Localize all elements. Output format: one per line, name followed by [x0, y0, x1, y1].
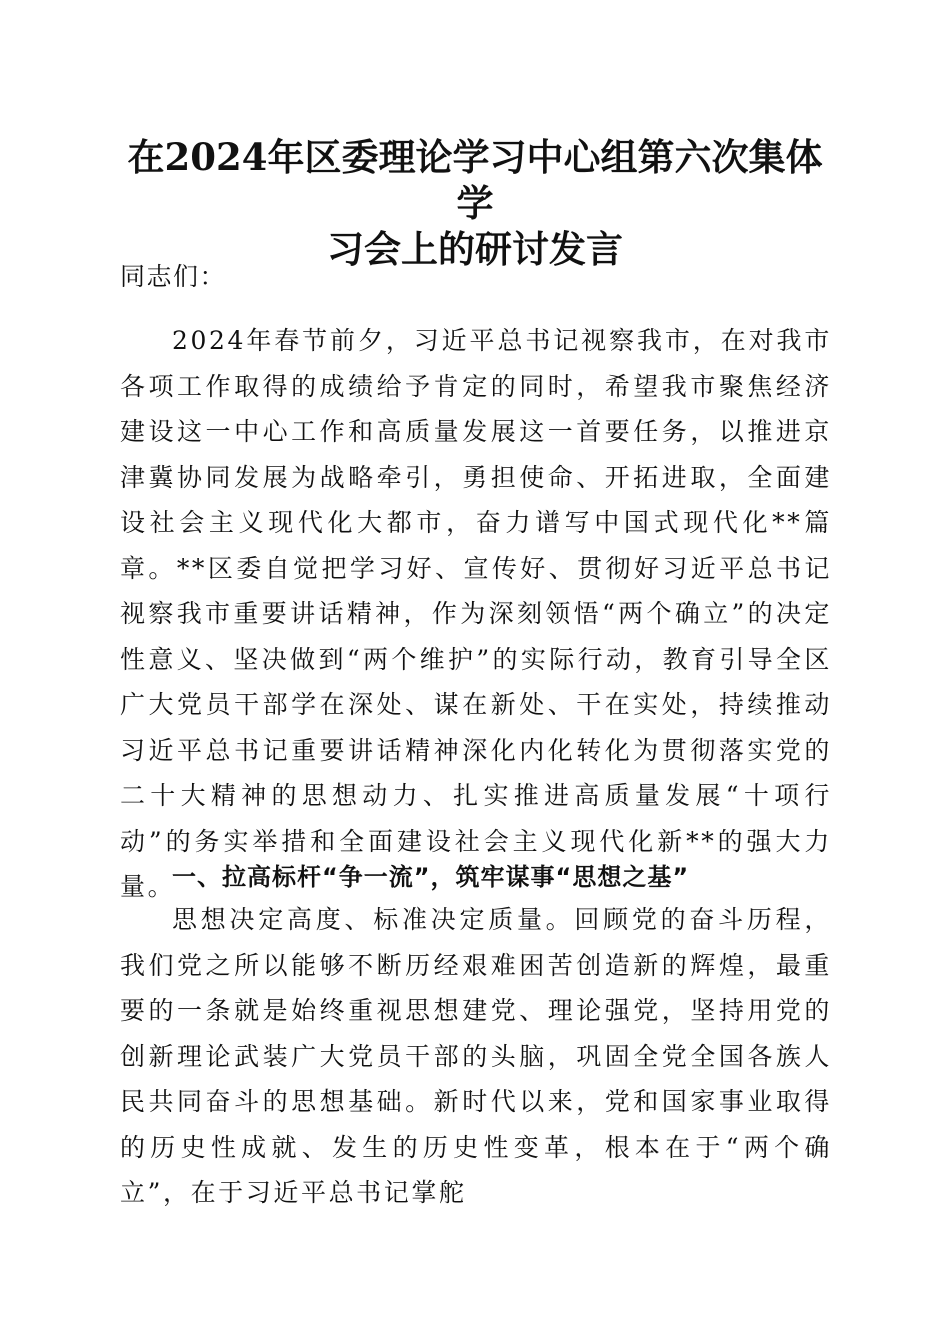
title-line-2: 习会上的研讨发言 [327, 227, 623, 271]
section-heading-1: 一、拉高标杆“争一流”，筑牢谋事“思想之基” [172, 863, 690, 891]
paragraph-section-1: 思想决定高度、标准决定质量。回顾党的奋斗历程，我们党之所以能够不断历经艰难困苦创造新的辉煌，最重要的一条就是始终重视思想建党、理论强党，坚持用党的创新理论武装广大党员干部的头脑，巩固全党全国各族人民共同奋斗的思想基础。新时代以来，党和国家事业取得的历史性成就、发生的历史性变革，根本在于“两个确立”，在于习近平总书记掌舵 [120, 905, 832, 1207]
title-line-1: 在2024年区委理论学习中心组第六次集体学 [127, 135, 823, 225]
salutation: 同志们： [120, 262, 227, 291]
document-title [110, 134, 840, 272]
paragraph-intro: 2024年春节前夕，习近平总书记视察我市，在对我市各项工作取得的成绩给予肯定的同时，希望我市聚焦经济建设这一中心工作和高质量发展这一首要任务，以推进京津冀协同发展为战略牵引，勇担使命、开拓进取，全面建设社会主义现代化大都市，奋力谱写中国式现代化**篇章。**区委自觉把学习好、宣传好、贯彻好习近平总书记视察我市重要讲话精神，作为深刻领悟“两个确立”的决定性意义、坚决做到“两个维护”的实际行动，教育引导全区广大党员干部学在深处、谋在新处、干在实处，持续推动习近平总书记重要讲话精神深化内化转化为贯彻落实党的二十大精神的思想动力、扎实推进高质量发展“十项行动”的务实举措和全面建设社会主义现代化新**的强大力量。 [120, 326, 832, 901]
